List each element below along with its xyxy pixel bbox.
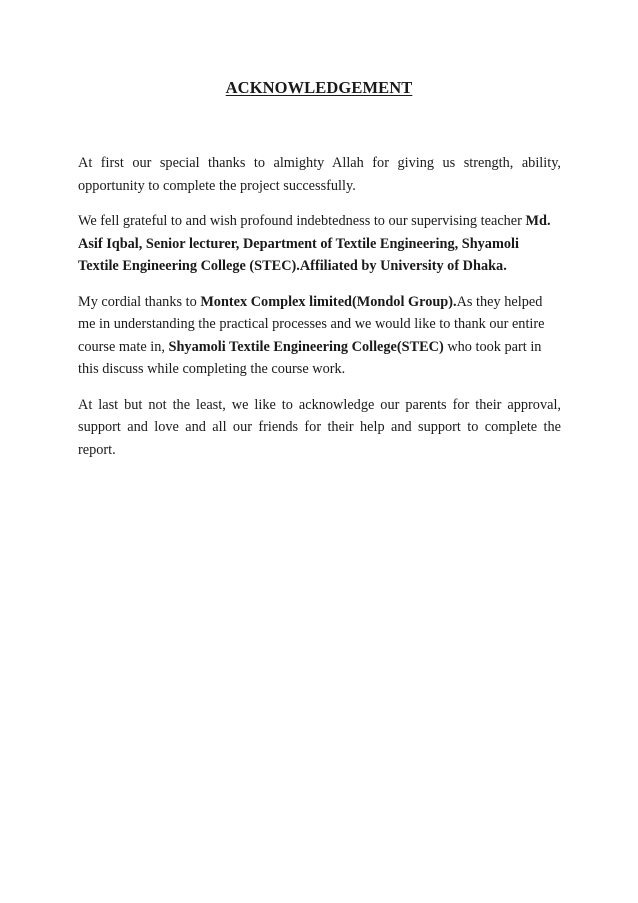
supervisor-intro-text: We fell grateful to and wish profound indebtedness to our supervising teacher (78, 213, 522, 229)
paragraph-thanks-allah: At first our special thanks to almighty Allah for giving us strength, ability, opportunity to complete the project successfully. (78, 155, 561, 194)
paragraph-parents-friends: At last but not the least, we like to acknowledge our parents for their approval, support and love and all our friends for their help and support to complete the report. (78, 396, 561, 458)
college-name-bold: Shyamoli Textile Engineering College(STEC) (168, 338, 444, 355)
company-name-bold: Montex Complex limited(Mondol Group). (200, 293, 457, 310)
cordial-text-2: As they helped me in understanding the practical processes and we would like to thank our entire course mate in, (78, 293, 545, 355)
page-title: ACKNOWLEDGEMENT (225, 78, 413, 97)
paragraph-cordial-thanks (78, 291, 561, 381)
supervisor-name-bold: Md. Asif Iqbal, Senior lecturer, Department of Textile Engineering, Shyamoli Textile Engineering College (STEC).Affiliated by University of Dhaka. (78, 213, 551, 274)
cordial-text-3: who took part in this discuss while completing the course work. (78, 338, 542, 377)
cordial-text-1: My cordial thanks to (78, 293, 201, 310)
paragraph-supervisor (78, 210, 561, 278)
document-body (78, 152, 561, 474)
